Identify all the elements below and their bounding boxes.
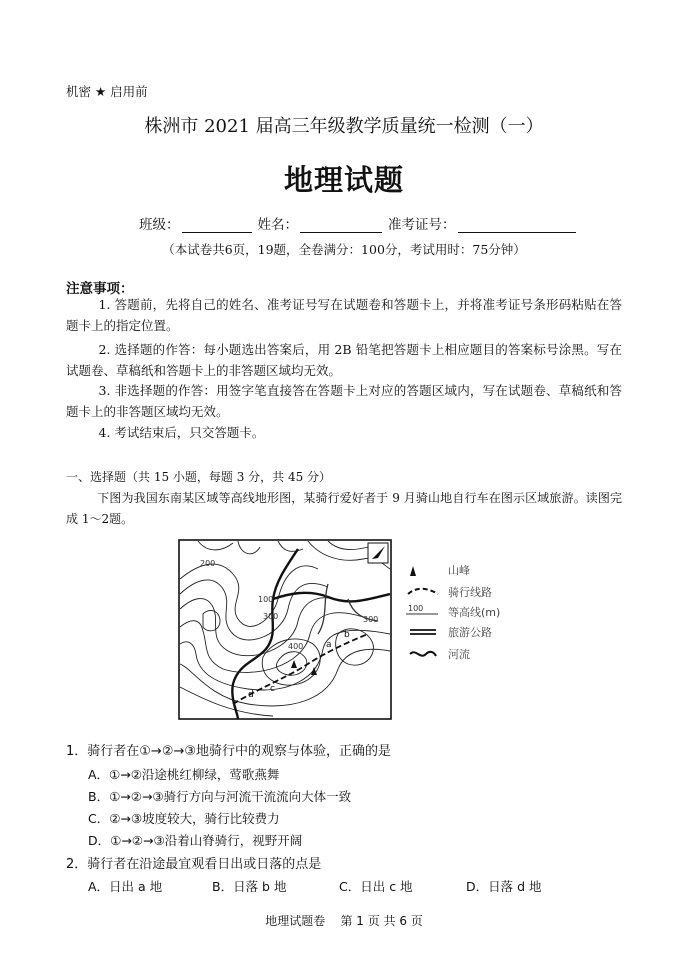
contour-line-icon <box>406 602 442 622</box>
question-1-option-d[interactable]: D．①→②→③沿着山脊骑行，视野开阔 <box>88 833 303 848</box>
point-label-a: a <box>326 640 332 650</box>
legend-item-river: 河流 <box>406 644 516 664</box>
subject-title: 地理试题 <box>283 163 404 197</box>
cycling-route-icon <box>406 582 442 602</box>
svg-text:100: 100 <box>408 604 424 613</box>
class-label: 班级： <box>139 217 180 233</box>
point-label-d: d <box>248 690 254 700</box>
contour-label-3: 300 <box>263 612 279 621</box>
tourist-road-icon <box>406 622 442 642</box>
name-label: 姓名： <box>257 217 298 233</box>
legend-item-peak: 山峰 <box>406 560 516 580</box>
question-2-stem: 2．骑行者在沿途最宜观看日出或日落的点是 <box>66 857 322 872</box>
name-blank[interactable] <box>300 218 382 233</box>
question-1-stem: 1．骑行者在①→②→③地骑行中的观察与体验，正确的是 <box>66 744 392 759</box>
notes-heading: 注意事项： <box>66 281 134 297</box>
legend-item-cycling-route: 骑行线路 <box>406 582 516 602</box>
question-2-option-a[interactable]: A．日出 a 地 <box>88 879 163 894</box>
contour-label-5: 400 <box>288 642 304 651</box>
page-footer: 地理试题卷 第 1 页 共 6 页 <box>265 914 423 928</box>
question-1-option-c[interactable]: C．②→③坡度较大，骑行比较费力 <box>88 811 280 826</box>
section-heading: 一、选择题（共 15 小题，每题 3 分，共 45 分） <box>66 470 332 484</box>
exam-info: （本试卷共6页，19题，全卷满分：100分，考试用时：75分钟） <box>162 242 526 257</box>
question-2-option-d[interactable]: D．日落 d 地 <box>466 879 542 894</box>
peak-icon <box>406 560 442 580</box>
contour-label-4: 300 <box>363 615 379 624</box>
question-1-option-a[interactable]: A．①→②沿途桃红柳绿，莺歌燕舞 <box>88 767 280 782</box>
question-2-option-c[interactable]: C．日出 c 地 <box>339 879 413 894</box>
legend-item-contour: 100 等高线(m) <box>406 602 516 622</box>
exam-title: 株洲市 2021 届高三年级教学质量统一检测（一） <box>144 116 544 137</box>
question-1-option-b[interactable]: B．①→②→③骑行方向与河流干流流向大体一致 <box>88 789 352 804</box>
class-blank[interactable] <box>182 218 252 233</box>
point-label-b: b <box>344 630 350 640</box>
north-arrow <box>368 543 388 563</box>
question-2-option-b[interactable]: B．日落 b 地 <box>212 879 287 894</box>
note-item-3: 3. 非选择题的作答：用签字笔直接答在答题卡上对应的答题区域内，写在试题卷、草稿纸和答题卡上的非答题区域均无效。 <box>66 383 622 419</box>
contour-map <box>178 539 392 720</box>
student-info-fields <box>139 213 582 233</box>
id-blank[interactable] <box>458 218 576 233</box>
note-item-2: 2. 选择题的作答：每小题选出答案后，用 2B 铅笔把答题卡上相应题目的答案标号涂黑。写在试题卷、草稿纸和答题卡上的非答题区域均无效。 <box>66 342 622 378</box>
confidential-mark: 机密 ★ 启用前 <box>66 84 148 99</box>
section-intro: 下图为我国东南某区域等高线地形图，某骑行爱好者于 9 月骑山地自行车在图示区域旅游。读图完成 1～2题。 <box>66 491 622 526</box>
note-item-4: 4. 考试结束后，只交答题卡。 <box>98 425 265 440</box>
id-label: 准考证号： <box>388 217 456 233</box>
point-label-c: c <box>270 684 275 694</box>
contour-label-1: 200 <box>200 559 216 568</box>
river-icon <box>406 644 442 664</box>
legend-item-tourist-road: 旅游公路 <box>406 622 516 642</box>
contour-label-2: 100 <box>258 595 274 604</box>
note-item-1: 1. 答题前，先将自己的姓名、准考证号写在试题卷和答题卡上，并将准考证号条形码粘贴在答题卡上的指定位置。 <box>66 297 622 333</box>
